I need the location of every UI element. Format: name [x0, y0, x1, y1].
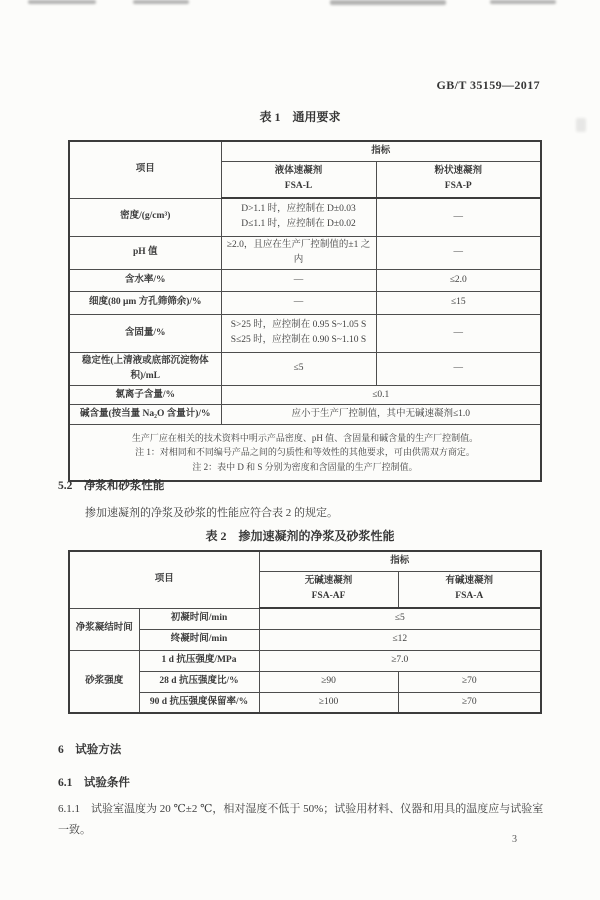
table1-header-indicator: 指标 — [221, 141, 541, 161]
cell-fsa-l: — — [221, 291, 376, 314]
table-row — [69, 629, 541, 650]
section-6-heading: 6 试验方法 — [58, 744, 122, 756]
table1 — [68, 140, 542, 482]
table1-header-powder: 粉状速凝剂 FSA-P — [376, 161, 541, 198]
cell-fsa-l: D>1.1 时，应控制在 D±0.03 D≤1.1 时，应控制在 D±0.02 — [221, 198, 376, 236]
table1-caption: 表 1 通用要求 — [259, 110, 341, 124]
cell-fsa-l: ≥2.0，且应在生产厂控制值的±1 之内 — [221, 236, 376, 269]
table-row — [69, 405, 541, 425]
table-row — [69, 671, 541, 692]
scan-artifact — [133, 0, 189, 4]
doc-number: GB/T 35159—2017 — [436, 78, 540, 92]
cell-fsa-af: ≥100 — [259, 692, 398, 713]
row-label: 28 d 抗压强度比/% — [139, 671, 259, 692]
section-6-1-heading: 6.1 试验条件 — [58, 777, 130, 789]
row-label: 终凝时间/min — [139, 629, 259, 650]
page-number: 3 — [512, 834, 517, 845]
table-row — [69, 608, 541, 629]
cell-fsa-a: ≥70 — [398, 692, 541, 713]
cell-merged: ≤12 — [259, 629, 541, 650]
table-row — [69, 198, 541, 236]
row-label: 90 d 抗压强度保留率/% — [139, 692, 259, 713]
row-label: 稳定性(上清液或底部沉淀物体积)/mL — [69, 352, 221, 385]
row-label: 含固量/% — [69, 314, 221, 352]
cell-merged: ≤0.1 — [221, 386, 541, 405]
group-label-mortar: 砂浆强度 — [69, 650, 139, 713]
table2-header-item: 项目 — [69, 551, 259, 608]
row-label: 氯离子含量/% — [69, 386, 221, 405]
scan-artifact — [490, 0, 556, 4]
table-row — [69, 425, 541, 481]
table2-caption: 表 2 掺加速凝剂的净浆及砂浆性能 — [205, 529, 395, 543]
section-6-1-1-clause: 6.1.1 试验室温度为 20 ℃±2 ℃，相对湿度不低于 50%；试验用材料、仪器和用具的温度应与试验室一致。 — [58, 803, 544, 836]
row-label: 初凝时间/min — [139, 608, 259, 629]
table2-header-alkaline: 有碱速凝剂 FSA-A — [398, 571, 541, 608]
cell-fsa-p: ≤15 — [376, 291, 541, 314]
scan-artifact — [28, 0, 96, 4]
cell-merged: 应小于生产厂控制值，其中无碱速凝剂≤1.0 — [221, 405, 541, 425]
row-label: 细度(80 μm 方孔筛筛余)/% — [69, 291, 221, 314]
table-row — [69, 269, 541, 291]
table-row — [69, 236, 541, 269]
cell-fsa-a: ≥70 — [398, 671, 541, 692]
row-label: pH 值 — [69, 236, 221, 269]
table1-note-1: 注 1：对相同和不同编号产品之间的匀质性和等效性的其他要求，可由供需双方商定。 — [135, 447, 475, 458]
table-row — [69, 692, 541, 713]
table2 — [68, 550, 542, 714]
cell-fsa-p: — — [376, 352, 541, 385]
table1-header-liquid: 液体速凝剂 FSA-L — [221, 161, 376, 198]
cell-fsa-p: — — [376, 236, 541, 269]
table1-note-intro: 生产厂应在相关的技术资料中明示产品密度、pH 值、含固量和碱含量的生产厂控制值。 — [131, 432, 479, 443]
scan-artifact — [330, 0, 446, 5]
cell-fsa-p: — — [376, 198, 541, 236]
section-5-2-heading: 5.2 净浆和砂浆性能 — [58, 480, 165, 492]
cell-merged: ≤5 — [259, 608, 541, 629]
section-5-2-body: 掺加速凝剂的净浆及砂浆的性能应符合表 2 的规定。 — [85, 507, 338, 519]
table2-header-indicator: 指标 — [259, 551, 541, 571]
table-row — [69, 314, 541, 352]
cell-fsa-l: ≤5 — [221, 352, 376, 385]
table1-notes — [69, 425, 541, 481]
table1-header-item: 项目 — [69, 141, 221, 198]
row-label: 碱含量(按当量 Na₂O 含量计)/% — [69, 405, 221, 425]
table-row — [69, 650, 541, 671]
row-label: 密度/(g/cm³) — [69, 198, 221, 236]
table-row — [69, 291, 541, 314]
cell-fsa-af: ≥90 — [259, 671, 398, 692]
cell-fsa-l: S>25 时，应控制在 0.95 S~1.05 S S≤25 时，应控制在 0.90 S~1.10 S — [221, 314, 376, 352]
cell-fsa-p: ≤2.0 — [376, 269, 541, 291]
table1-note-2: 注 2：表中 D 和 S 分别为密度和含固量的生产厂控制值。 — [192, 461, 418, 472]
cell-merged: ≥7.0 — [259, 650, 541, 671]
table-row — [69, 386, 541, 405]
cell-fsa-p: — — [376, 314, 541, 352]
group-label-paste: 净浆凝结时间 — [69, 608, 139, 650]
cell-fsa-l: — — [221, 269, 376, 291]
table-row — [69, 352, 541, 385]
table2-header-alkali-free: 无碱速凝剂 FSA-AF — [259, 571, 398, 608]
row-label: 1 d 抗压强度/MPa — [139, 650, 259, 671]
row-label: 含水率/% — [69, 269, 221, 291]
